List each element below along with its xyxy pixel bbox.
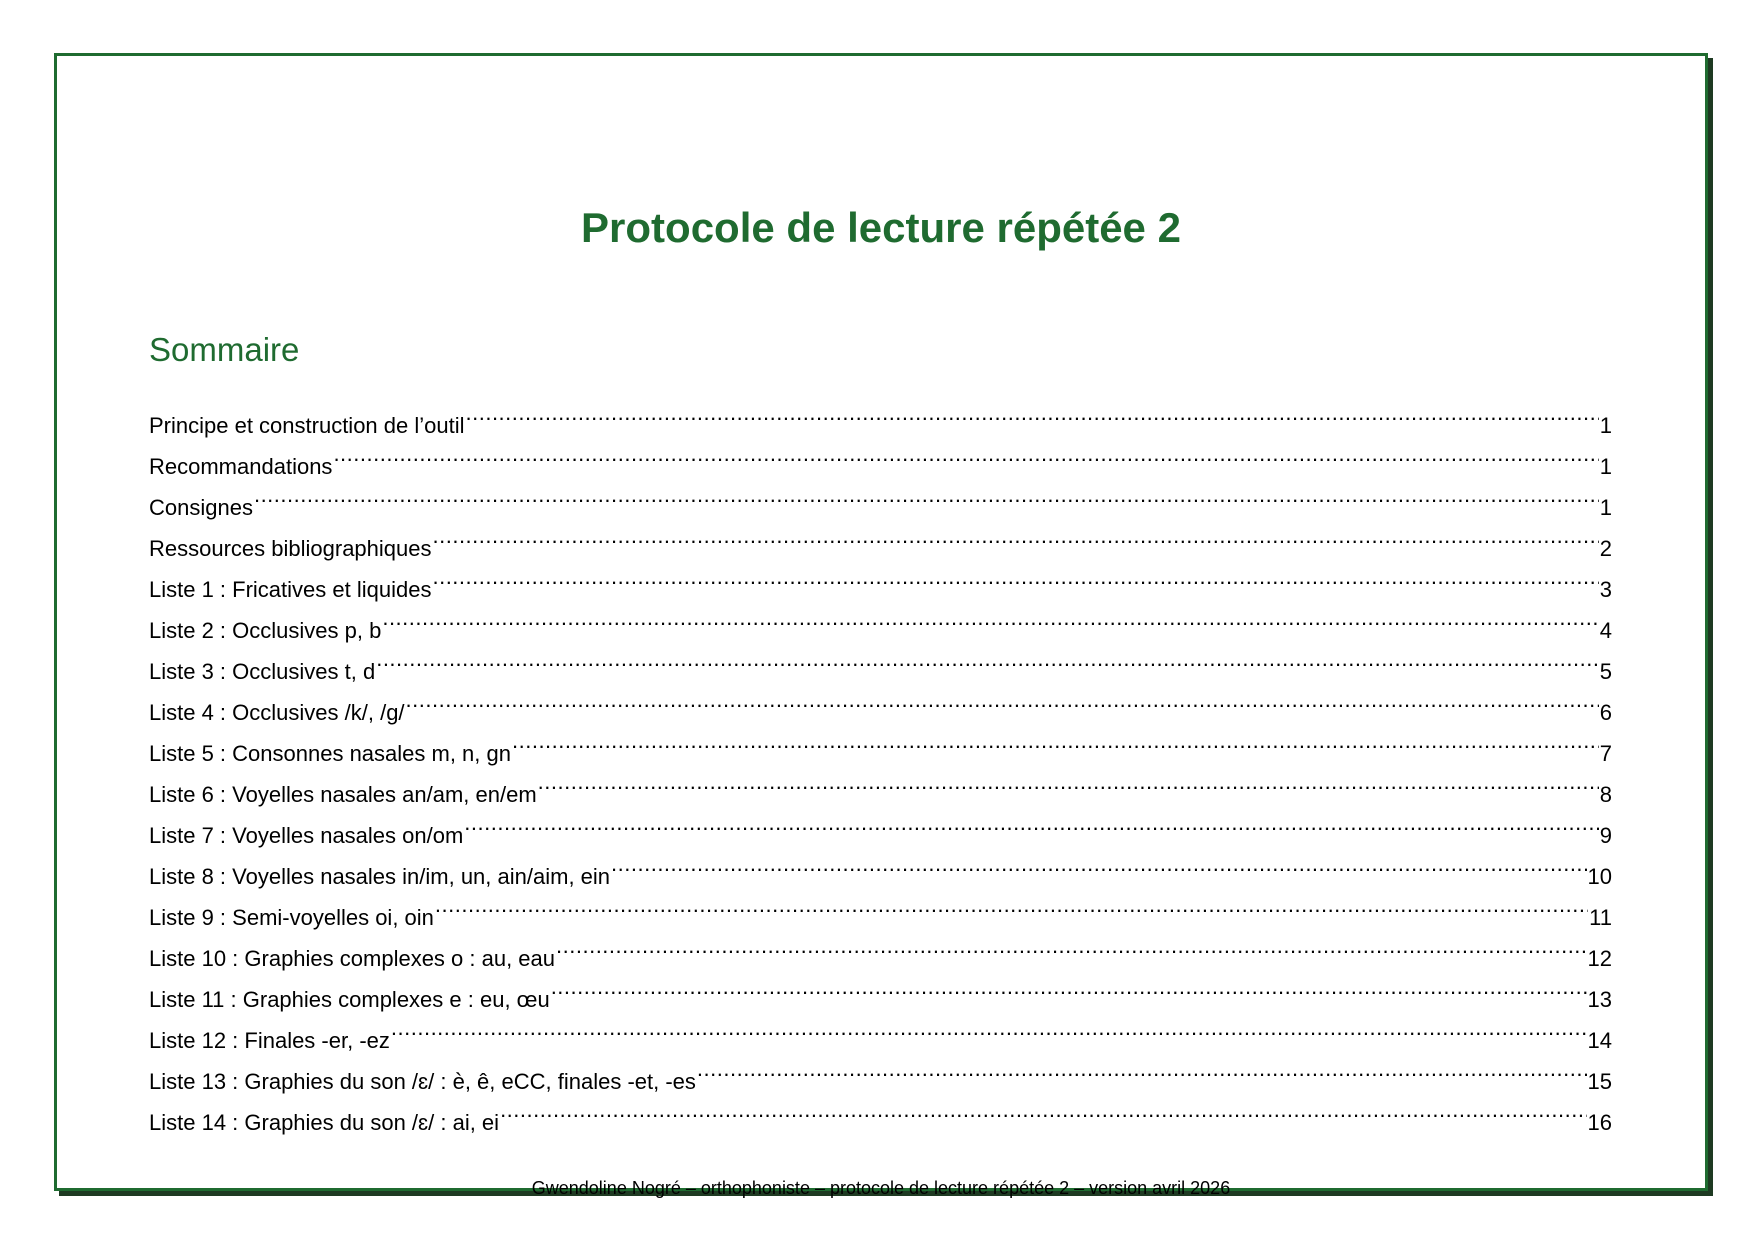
toc-dot-leader xyxy=(551,966,1587,1007)
toc-dot-leader xyxy=(466,392,1599,433)
toc-dot-leader xyxy=(500,1089,1586,1130)
toc-entry-label: Liste 9 : Semi-voyelles oi, oin xyxy=(149,905,434,930)
toc-dot-leader xyxy=(333,433,1598,474)
toc-entry-page: 10 xyxy=(1587,864,1612,889)
document-title: Protocole de lecture répétée 2 xyxy=(581,204,1181,251)
toc-dot-leader xyxy=(406,679,1599,720)
toc-dot-leader xyxy=(376,638,1599,679)
toc-entry-page: 6 xyxy=(1599,700,1612,725)
toc-entry[interactable] xyxy=(149,474,1612,520)
toc-entry-page: 16 xyxy=(1587,1110,1612,1135)
toc-entry-page: 5 xyxy=(1599,659,1612,684)
toc-entry[interactable] xyxy=(149,433,1612,479)
toc-entry-label: Liste 6 : Voyelles nasales an/am, en/em xyxy=(149,782,537,807)
page-frame xyxy=(54,53,1708,1198)
toc-dot-leader xyxy=(512,720,1599,761)
toc-entry-label: Liste 4 : Occlusives /k/, /g/ xyxy=(149,700,405,725)
toc-entry-page: 4 xyxy=(1599,618,1612,643)
toc-entry-label: Liste 12 : Finales -er, -ez xyxy=(149,1028,390,1053)
toc-entry-label: Liste 8 : Voyelles nasales in/im, un, ain/aim, ein xyxy=(149,864,611,889)
toc-entry-page: 12 xyxy=(1587,946,1612,971)
toc-entry-page: 8 xyxy=(1599,782,1612,807)
toc-dot-leader xyxy=(697,1048,1587,1089)
toc-entry-label: Liste 1 : Fricatives et liquides xyxy=(149,577,432,602)
toc-dot-leader xyxy=(433,515,1599,556)
toc-dot-leader xyxy=(254,474,1599,515)
page-footer: Gwendoline Nogré – orthophoniste – protocole de lecture répétée 2 – version avril 2026 xyxy=(531,1178,1231,1198)
toc-entry-label: Principe et construction de l’outil xyxy=(149,413,465,438)
toc-entry-label: Liste 10 : Graphies complexes o : au, eau xyxy=(149,946,556,971)
toc-entry-page: 9 xyxy=(1599,823,1612,848)
toc-dot-leader xyxy=(611,843,1586,884)
toc-entry-label: Recommandations xyxy=(149,454,333,479)
toc-entry-label: Liste 2 : Occlusives p, b xyxy=(149,618,382,643)
toc-dot-leader xyxy=(432,556,1598,597)
toc-entry-label: Liste 7 : Voyelles nasales on/om xyxy=(149,823,464,848)
toc-dot-leader xyxy=(464,802,1598,843)
toc-entry-label: Liste 13 : Graphies du son /ɛ/ : è, ê, eCC, finales -et, -es xyxy=(149,1069,696,1094)
toc-dot-leader xyxy=(382,597,1598,638)
toc-heading: Sommaire xyxy=(149,331,300,368)
toc-entry[interactable] xyxy=(149,515,1612,561)
toc-entry-label: Liste 3 : Occlusives t, d xyxy=(149,659,376,684)
toc-entry-label: Ressources bibliographiques xyxy=(149,536,432,561)
toc-dot-leader xyxy=(556,925,1587,966)
toc-dot-leader xyxy=(538,761,1599,802)
toc-entry-page: 1 xyxy=(1599,454,1612,479)
toc-entry-page: 1 xyxy=(1599,413,1612,438)
toc-entry-page: 3 xyxy=(1599,577,1612,602)
toc-entry-page: 14 xyxy=(1587,1028,1612,1053)
toc-entry-page: 11 xyxy=(1589,905,1612,930)
table-of-contents xyxy=(149,392,1612,1135)
toc-entry-label: Liste 14 : Graphies du son /ɛ/ : ai, ei xyxy=(149,1110,500,1135)
toc-dot-leader xyxy=(435,884,1588,925)
toc-entry-page: 13 xyxy=(1587,987,1612,1012)
toc-entry-page: 15 xyxy=(1587,1069,1612,1094)
toc-entry-label: Liste 11 : Graphies complexes e : eu, œu xyxy=(149,987,550,1012)
toc-entry-page: 2 xyxy=(1599,536,1612,561)
toc-entry-page: 1 xyxy=(1599,495,1612,520)
toc-entry-label: Liste 5 : Consonnes nasales m, n, gn xyxy=(149,741,511,766)
toc-entry-page: 7 xyxy=(1599,741,1612,766)
toc-entry-label: Consignes xyxy=(149,495,253,520)
toc-dot-leader xyxy=(391,1007,1587,1048)
toc-entry[interactable] xyxy=(149,392,1612,438)
